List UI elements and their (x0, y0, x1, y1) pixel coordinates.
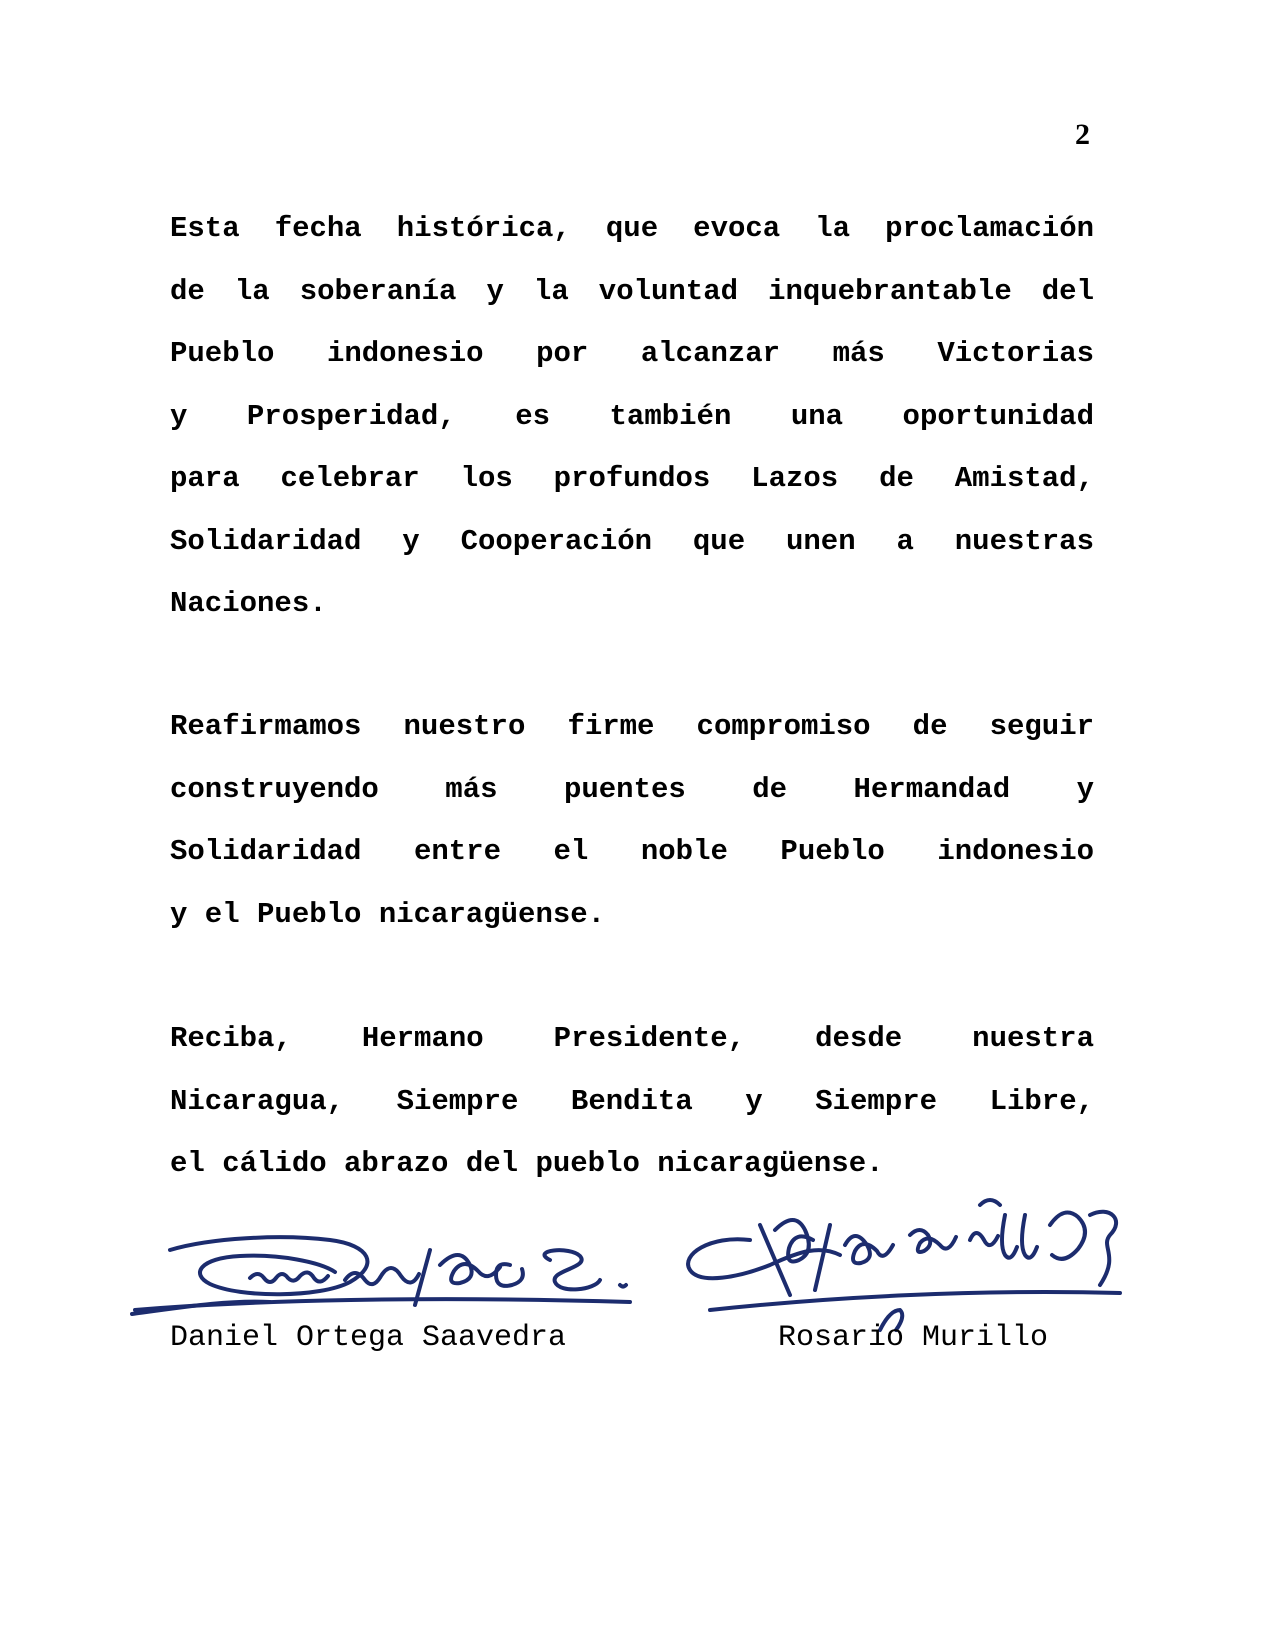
paragraph-line: Reciba, Hermano Presidente, desde nuestra (170, 1022, 1094, 1055)
signatory-name-2: Rosario Murillo (778, 1321, 1049, 1355)
paragraph-line: Pueblo indonesio por alcanzar más Victorias (170, 337, 1094, 370)
paragraph-line: construyendo más puentes de Hermandad y (170, 772, 1094, 806)
paragraph-line: para celebrar los profundos Lazos de Amistad, (170, 462, 1094, 495)
paragraph-2 (170, 696, 1094, 946)
page-number: 2 (1075, 118, 1090, 151)
paragraph-line: y Prosperidad, es también una oportunidad (170, 399, 1094, 433)
signatory-name-1: Daniel Ortega Saavedra (170, 1321, 567, 1355)
paragraph-line: de la soberanía y la voluntad inquebrantable del (170, 274, 1094, 308)
paragraph-line: y el Pueblo nicaragüense. (170, 897, 606, 931)
paragraph-line: el cálido abrazo del pueblo nicaragüense. (170, 1147, 884, 1180)
paragraph-3 (170, 1008, 1094, 1196)
paragraph-line: Solidaridad entre el noble Pueblo indonesio (170, 835, 1094, 868)
paragraph-line: Reafirmamos nuestro firme compromiso de seguir (170, 710, 1094, 743)
paragraph-line: Esta fecha histórica, que evoca la proclamación (170, 212, 1094, 245)
paragraph-1 (170, 198, 1094, 636)
paragraph-line: Solidaridad y Cooperación que unen a nuestras (170, 524, 1094, 558)
paragraph-line: Naciones. (170, 587, 327, 620)
paragraph-line: Nicaragua, Siempre Bendita y Siempre Libre, (170, 1084, 1094, 1118)
